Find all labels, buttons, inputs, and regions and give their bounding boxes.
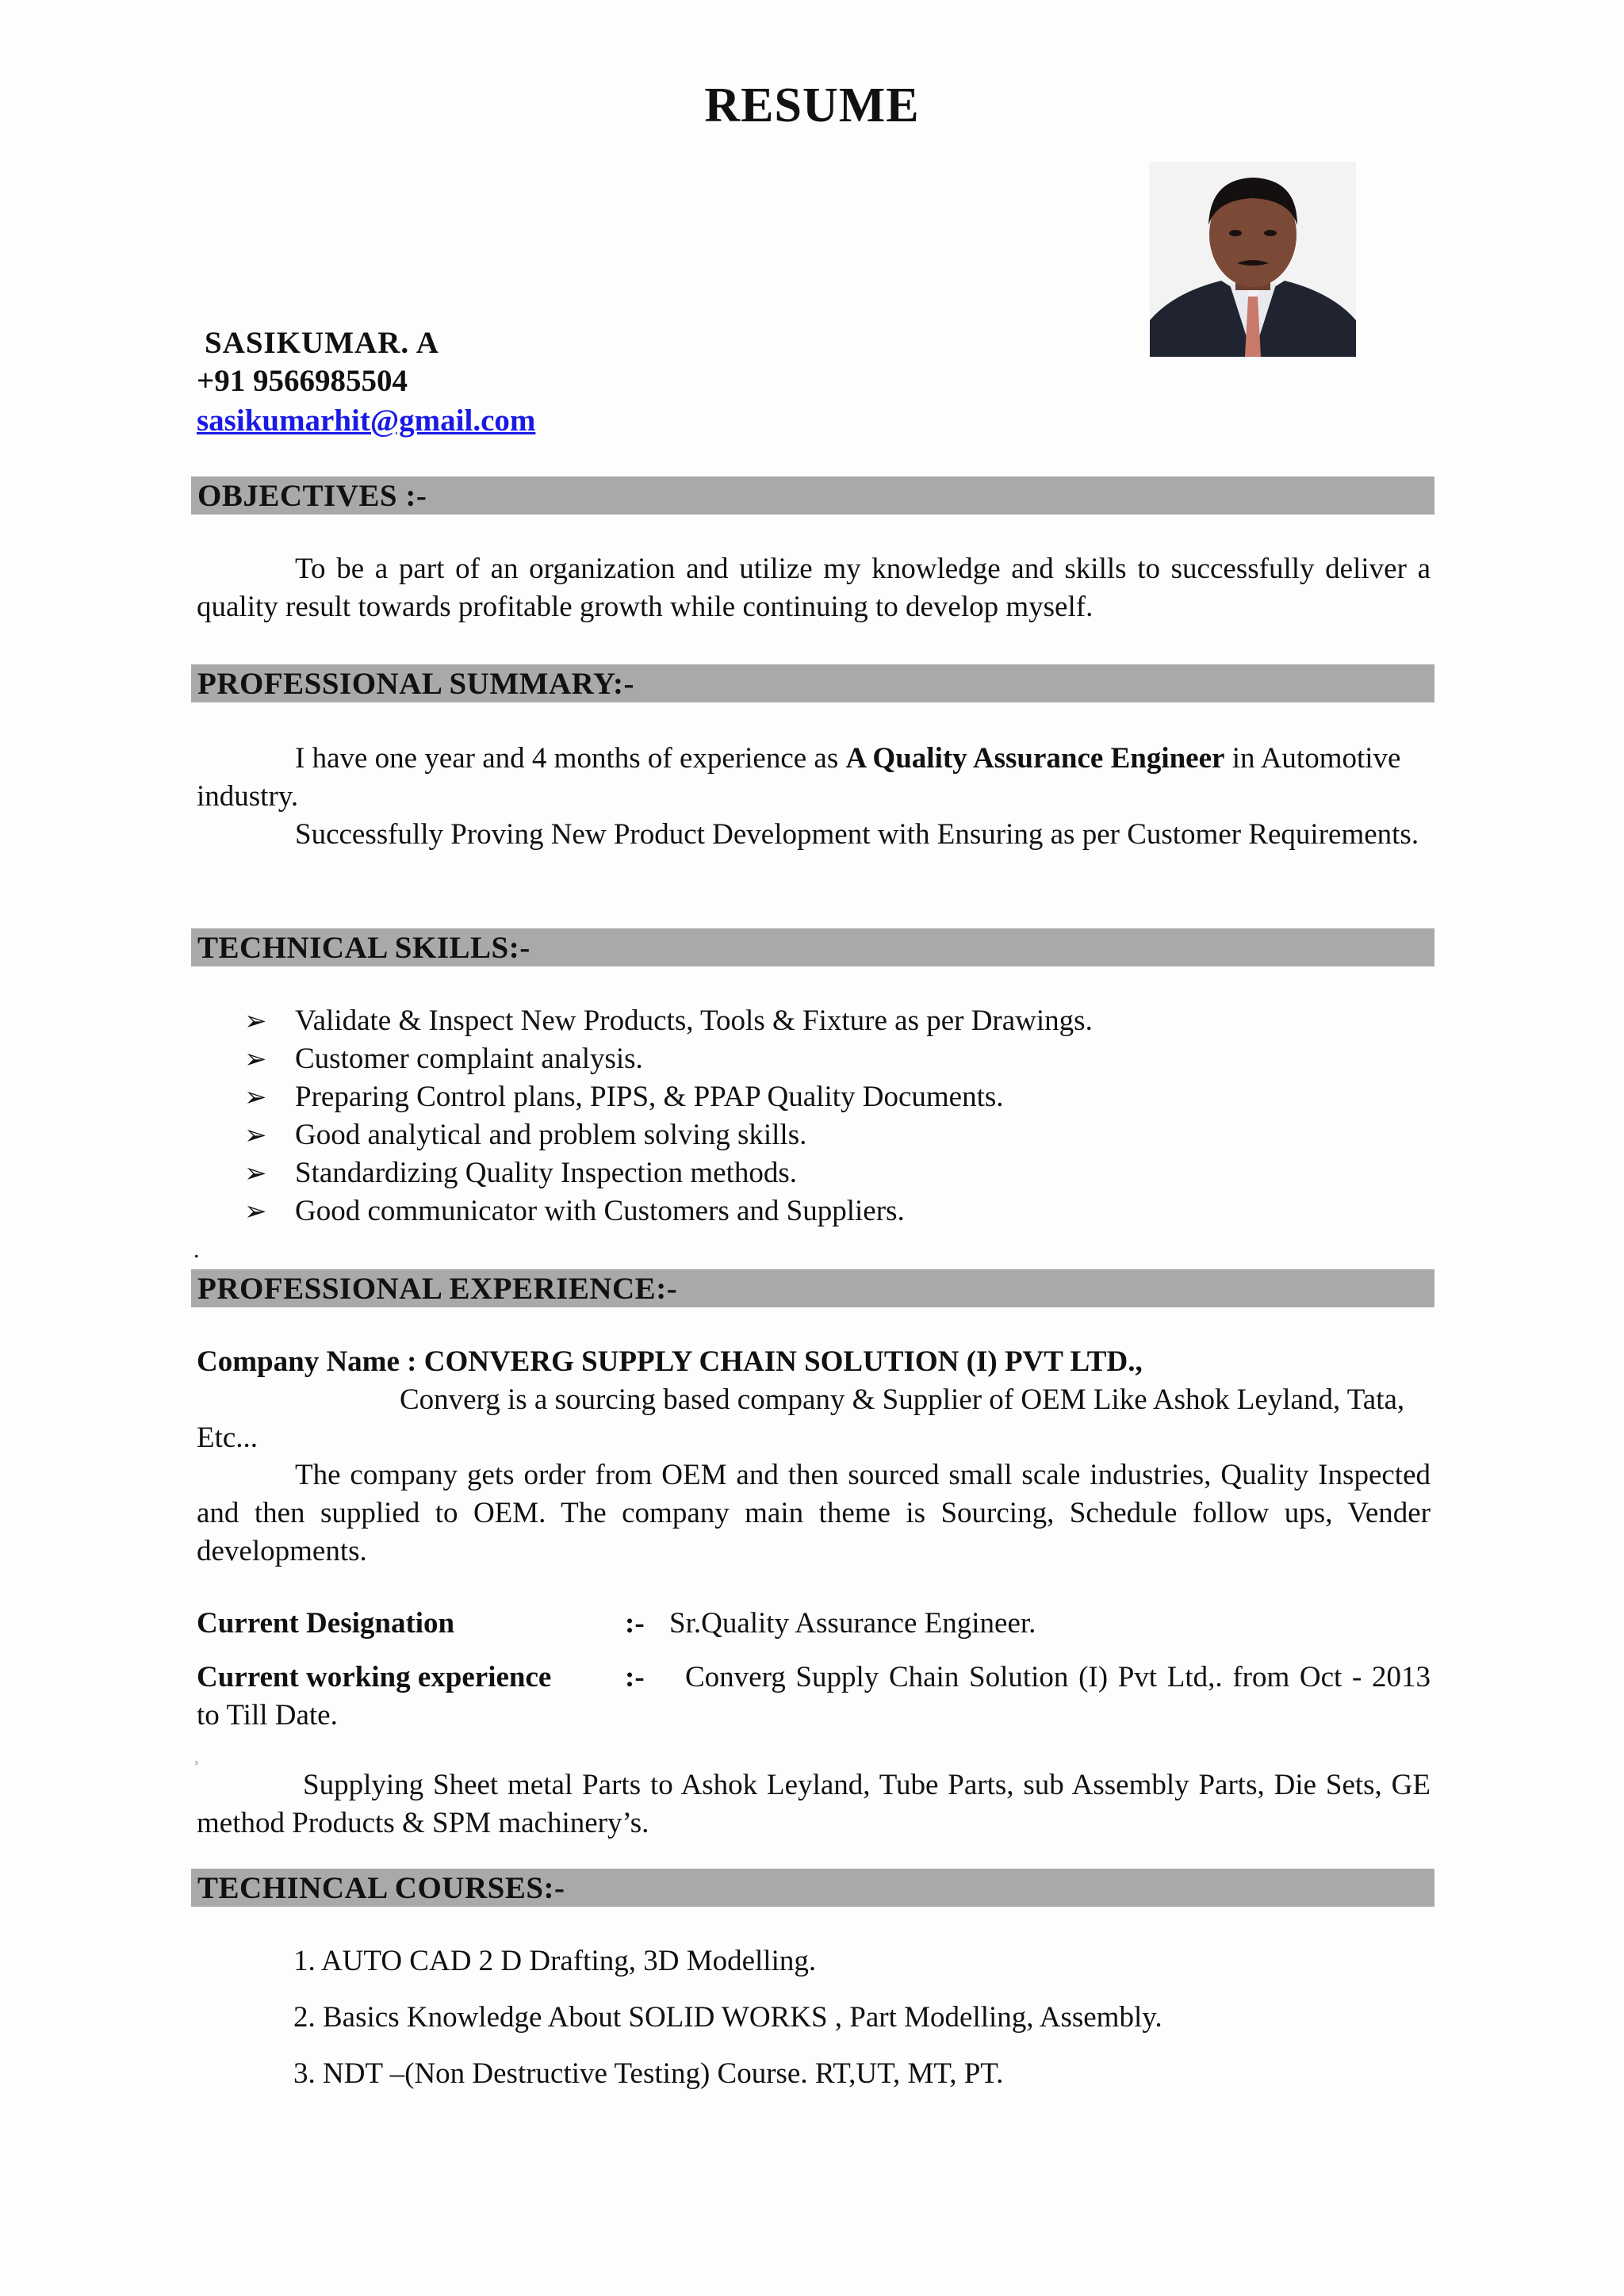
- list-item: ➢ Good analytical and problem solving skills.: [244, 1116, 1093, 1154]
- candidate-name: SASIKUMAR. A: [205, 326, 439, 360]
- list-item: 1. AUTO CAD 2 D Drafting, 3D Modelling.: [293, 1945, 817, 1977]
- arrow-bullet-icon: ➢: [244, 1119, 267, 1151]
- company-detail-paragraph: [197, 1456, 1431, 1571]
- arrow-bullet-icon: ➢: [244, 1005, 267, 1037]
- arrow-bullet-icon: ➢: [244, 1081, 267, 1113]
- working-experience-row: [197, 1659, 1431, 1735]
- document-title: RESUME: [704, 78, 920, 132]
- summary-text-end: in Automotive industry.: [197, 742, 1401, 813]
- designation-row: [197, 1605, 1431, 1643]
- list-item: ➢ Good communicator with Customers and Suppliers.: [244, 1192, 1093, 1230]
- summary-paragraph-2: [197, 816, 1431, 854]
- section-header-objectives: OBJECTIVES :-: [191, 476, 1434, 515]
- company-block: [197, 1343, 1431, 1457]
- designation-label: Current Designation: [197, 1607, 455, 1640]
- arrow-bullet-icon: ➢: [244, 1158, 267, 1189]
- working-experience-label: Current working experience: [197, 1661, 552, 1693]
- list-item: 3. NDT –(Non Destructive Testing) Course. RT,UT, MT, PT.: [293, 2057, 1004, 2090]
- profile-photo-image: [1150, 162, 1356, 357]
- working-experience-value: Converg Supply Chain Solution (I) Pvt Ltd,. from Oct - 2013 to Till Date.: [197, 1661, 1431, 1732]
- summary-paragraph-1: [197, 740, 1431, 816]
- summary-text-start: I have one year and 4 months of experience as: [295, 742, 846, 775]
- objective-paragraph: [197, 550, 1431, 626]
- company-description: Converg is a sourcing based company & Supplier of OEM Like Ashok Leyland, Tata, Etc...: [197, 1383, 1405, 1454]
- designation-value: Sr.Quality Assurance Engineer.: [669, 1607, 1036, 1640]
- phone-number: +91 9566985504: [197, 364, 408, 398]
- section-header-summary: PROFESSIONAL SUMMARY:-: [191, 664, 1434, 702]
- summary-text-2: Successfully Proving New Product Development with Ensuring as per Customer Requirements.: [295, 818, 1419, 851]
- courses-list: [293, 1942, 1162, 2111]
- stray-dot: .: [193, 1237, 200, 1263]
- section-header-experience: PROFESSIONAL EXPERIENCE:-: [191, 1269, 1434, 1307]
- company-label: Company Name :: [197, 1345, 424, 1378]
- company-name: CONVERG SUPPLY CHAIN SOLUTION (I) PVT LTD.,: [423, 1345, 1143, 1378]
- section-header-skills: TECHNICAL SKILLS:-: [191, 928, 1434, 966]
- tiny-mark: s: [195, 1758, 198, 1767]
- list-item: ➢ Preparing Control plans, PIPS, & PPAP Quality Documents.: [244, 1078, 1093, 1116]
- list-item: ➢ Standardizing Quality Inspection methods.: [244, 1154, 1093, 1192]
- summary-role: A Quality Assurance Engineer: [845, 742, 1225, 775]
- section-header-courses: TECHINCAL COURSES:-: [191, 1869, 1434, 1907]
- designation-separator: :-: [625, 1607, 645, 1640]
- list-item: 2. Basics Knowledge About SOLID WORKS , Part Modelling, Assembly.: [293, 2001, 1162, 2034]
- email-link[interactable]: sasikumarhit@gmail.com: [197, 404, 536, 438]
- list-item: ➢ Customer complaint analysis.: [244, 1040, 1093, 1078]
- company-detail: The company gets order from OEM and then sourced small scale industries, Quality Inspected and then supplied to OEM. The company main theme is Sourcing, Schedule follow ups, Vender developments.: [197, 1459, 1431, 1567]
- list-item: ➢ Validate & Inspect New Products, Tools & Fixture as per Drawings.: [244, 1002, 1093, 1040]
- profile-photo: [1150, 162, 1356, 357]
- working-experience-separator: :-: [625, 1661, 645, 1693]
- supply-paragraph: [197, 1766, 1431, 1843]
- skills-list: [244, 1002, 1093, 1230]
- objective-text: To be a part of an organization and utilize my knowledge and skills to successfully deliver a quality result towards profitable growth while continuing to develop myself.: [197, 553, 1431, 623]
- arrow-bullet-icon: ➢: [244, 1043, 267, 1075]
- supply-text: Supplying Sheet metal Parts to Ashok Leyland, Tube Parts, sub Assembly Parts, Die Sets, GE method Products & SPM machinery’s.: [197, 1769, 1431, 1839]
- arrow-bullet-icon: ➢: [244, 1196, 267, 1227]
